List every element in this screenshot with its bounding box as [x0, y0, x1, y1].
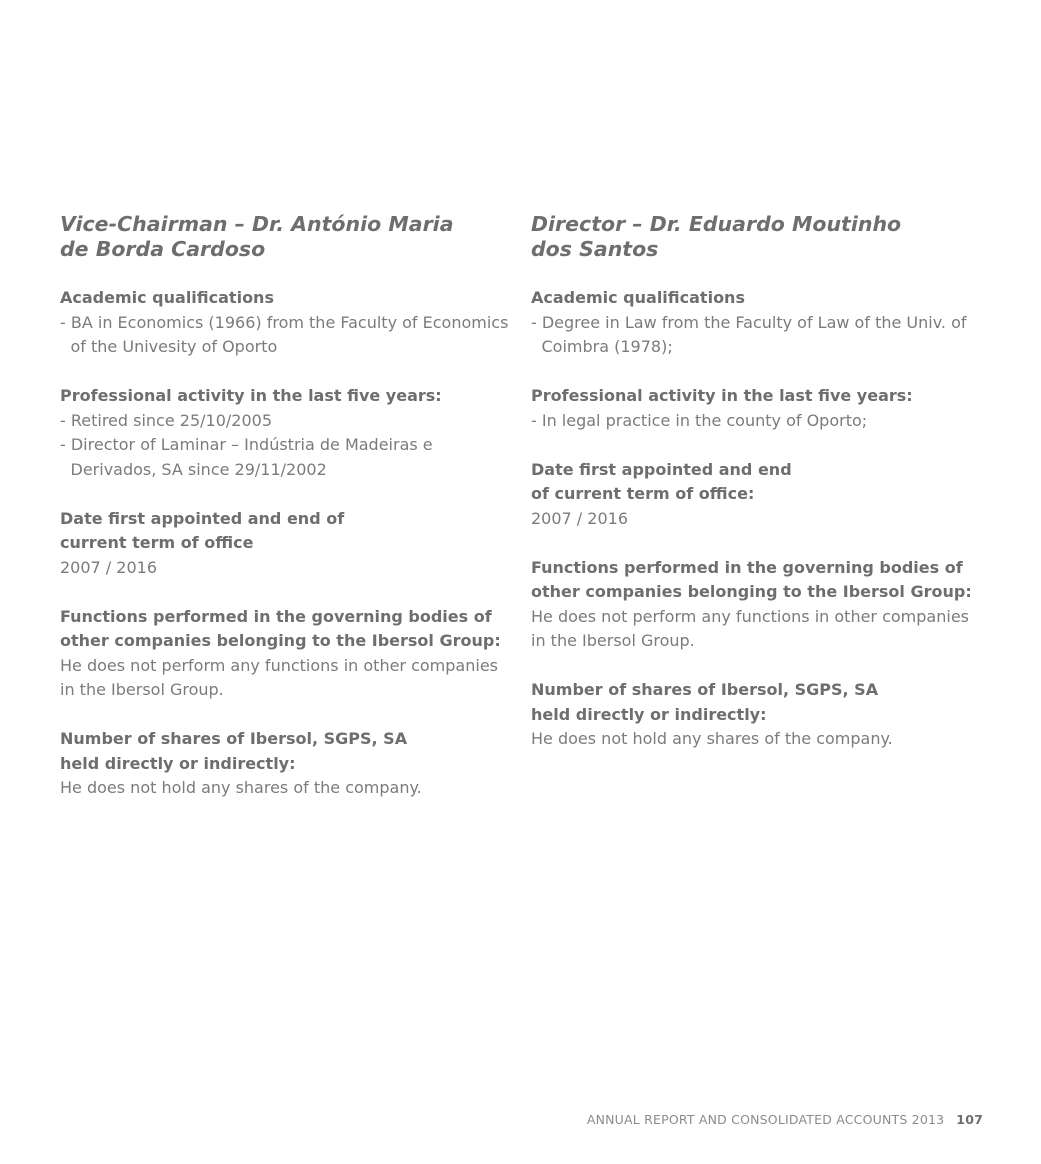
- functions-value: He does not perform any functions in other companies in the Ibersol Group.: [60, 655, 498, 699]
- professional-item: - Retired since 25/10/2005: [60, 410, 272, 430]
- term-heading: Date first appointed and end of current term of office: [60, 508, 345, 552]
- functions-value: He does not perform any functions in other companies in the Ibersol Group.: [531, 606, 969, 650]
- term-heading: Date first appointed and end of current term of office:: [531, 459, 792, 503]
- footer-title: ANNUAL REPORT AND CONSOLIDATED ACCOUNTS 2013: [586, 1112, 945, 1127]
- academic-item: - Degree in Law from the Faculty of Law of the Univ. of Coimbra (1978);: [531, 312, 967, 356]
- shares-value: He does not hold any shares of the company.: [531, 729, 893, 748]
- page-number: 107: [956, 1112, 983, 1127]
- professional-heading: Professional activity in the last five years:: [531, 386, 913, 405]
- left-column: [60, 212, 515, 825]
- professional-section: [531, 384, 986, 433]
- shares-heading: Number of shares of Ibersol, SGPS, SA held directly or indirectly:: [60, 729, 408, 773]
- functions-section: [531, 556, 986, 654]
- shares-section: [60, 727, 515, 801]
- term-value: 2007 / 2016: [531, 508, 628, 528]
- functions-heading: Functions performed in the governing bodies of other companies belonging to the Ibersol Group:: [531, 557, 972, 601]
- shares-heading: Number of shares of Ibersol, SGPS, SA held directly or indirectly:: [531, 680, 879, 724]
- academic-heading: Academic qualifications: [531, 288, 745, 307]
- professional-section: [60, 384, 515, 482]
- right-column: [531, 212, 986, 776]
- functions-heading: Functions performed in the governing bodies of other companies belonging to the Ibersol Group:: [60, 606, 501, 650]
- page-footer: [587, 1112, 983, 1127]
- term-value: 2007 / 2016: [60, 557, 157, 577]
- shares-value: He does not hold any shares of the company.: [60, 778, 422, 797]
- term-section: [531, 458, 986, 532]
- person-name: Vice-Chairman – Dr. António Maria de Borda Cardoso: [60, 212, 454, 261]
- academic-item: - BA in Economics (1966) from the Faculty of Economics of the Univesity of Oporto: [60, 312, 509, 356]
- professional-heading: Professional activity in the last five years:: [60, 386, 442, 405]
- academic-section: [531, 286, 986, 360]
- person-name: Director – Dr. Eduardo Moutinho dos Santos: [531, 212, 902, 261]
- functions-section: [60, 605, 515, 703]
- term-section: [60, 507, 515, 581]
- professional-item: - In legal practice in the county of Oporto;: [531, 410, 868, 430]
- shares-section: [531, 678, 986, 752]
- academic-heading: Academic qualifications: [60, 288, 274, 307]
- academic-section: [60, 286, 515, 360]
- professional-item: - Director of Laminar – Indústria de Madeiras e Derivados, SA since 29/11/2002: [60, 435, 433, 479]
